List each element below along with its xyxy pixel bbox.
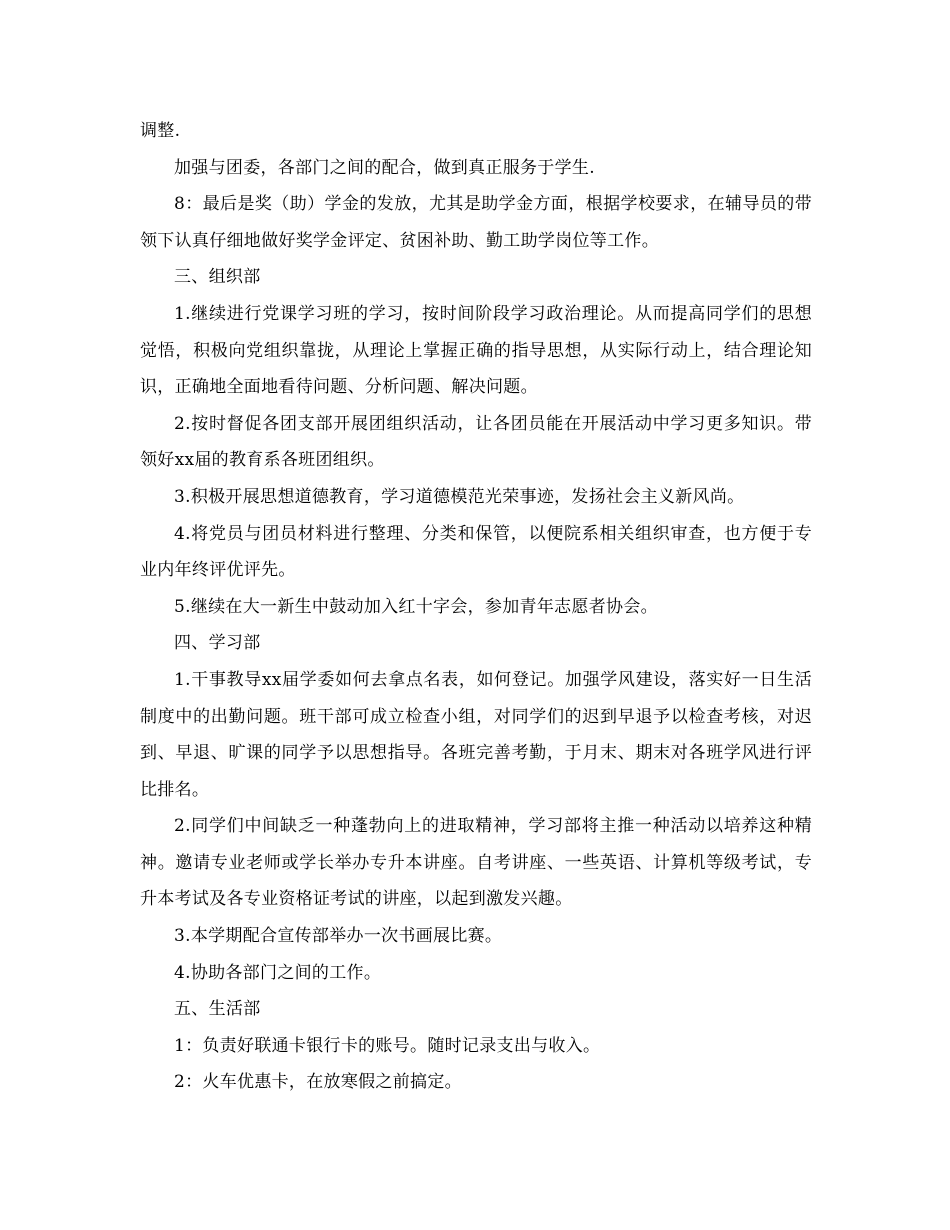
paragraph: 加强与团委，各部门之间的配合，做到真正服务于学生. [174, 157, 595, 178]
paragraph: 1.干事教导xx届学委如何去拿点名表，如何登记。加强学风建设，落实好一日生活制度中的出勤问题。班干部可成立检查小组，对同学们的迟到早退予以检查考核，对迟到、早退、旷课的同学予以思想指导。各班完善考勤，于月末、期末对各班学风进行评比排名。 [140, 669, 812, 800]
paragraph: 1.继续进行党课学习班的学习，按时间阶段学习政治理论。从而提高同学们的思想觉悟，积极向党组织靠拢，从理论上掌握正确的指导思想，从实际行动上，结合理论知识，正确地全面地看待问题、分析问题、解决问题。 [140, 303, 812, 398]
paragraph: 3.积极开展思想道德教育，学习道德模范光荣事迹，发扬社会主义新风尚。 [174, 486, 745, 507]
paragraph: 3.本学期配合宣传部举办一次书画展比赛。 [174, 926, 503, 947]
paragraph: 4.将党员与团员材料进行整理、分类和保管，以便院系相关组织审查，也方便于专业内年终评优评先。 [140, 523, 812, 581]
paragraph: 1：负责好联通卡银行卡的账号。随时记录支出与收入。 [174, 1035, 601, 1056]
paragraph: 4.协助各部门之间的工作。 [174, 962, 382, 983]
paragraph: 8：最后是奖（助）学金的发放，尤其是助学金方面，根据学校要求，在辅导员的带领下认真仔细地做好奖学金评定、贫困补助、勤工助学岗位等工作。 [140, 194, 812, 251]
paragraph: 2.按时督促各团支部开展团组织活动，让各团员能在开展活动中学习更多知识。带领好xx届的教育系各班团组织。 [140, 413, 812, 471]
section-heading: 五、生活部 [174, 999, 261, 1020]
paragraph: 2：火车优惠卡，在放寒假之前搞定。 [174, 1072, 462, 1093]
paragraph-continuation: 调整. [140, 121, 181, 141]
section-heading: 四、学习部 [174, 633, 261, 654]
paragraph: 2.同学们中间缺乏一种蓬勃向上的进取精神，学习部将主推一种活动以培养这种精神。邀请专业老师或学长举办专升本讲座。自考讲座、一些英语、计算机等级考试，专升本考试及各专业资格证考试的讲座，以起到激发兴趣。 [140, 816, 812, 910]
paragraph: 5.继续在大一新生中鼓动加入红十字会，参加青年志愿者协会。 [174, 596, 658, 617]
document-body [140, 113, 812, 1101]
section-heading: 三、组织部 [174, 267, 261, 288]
